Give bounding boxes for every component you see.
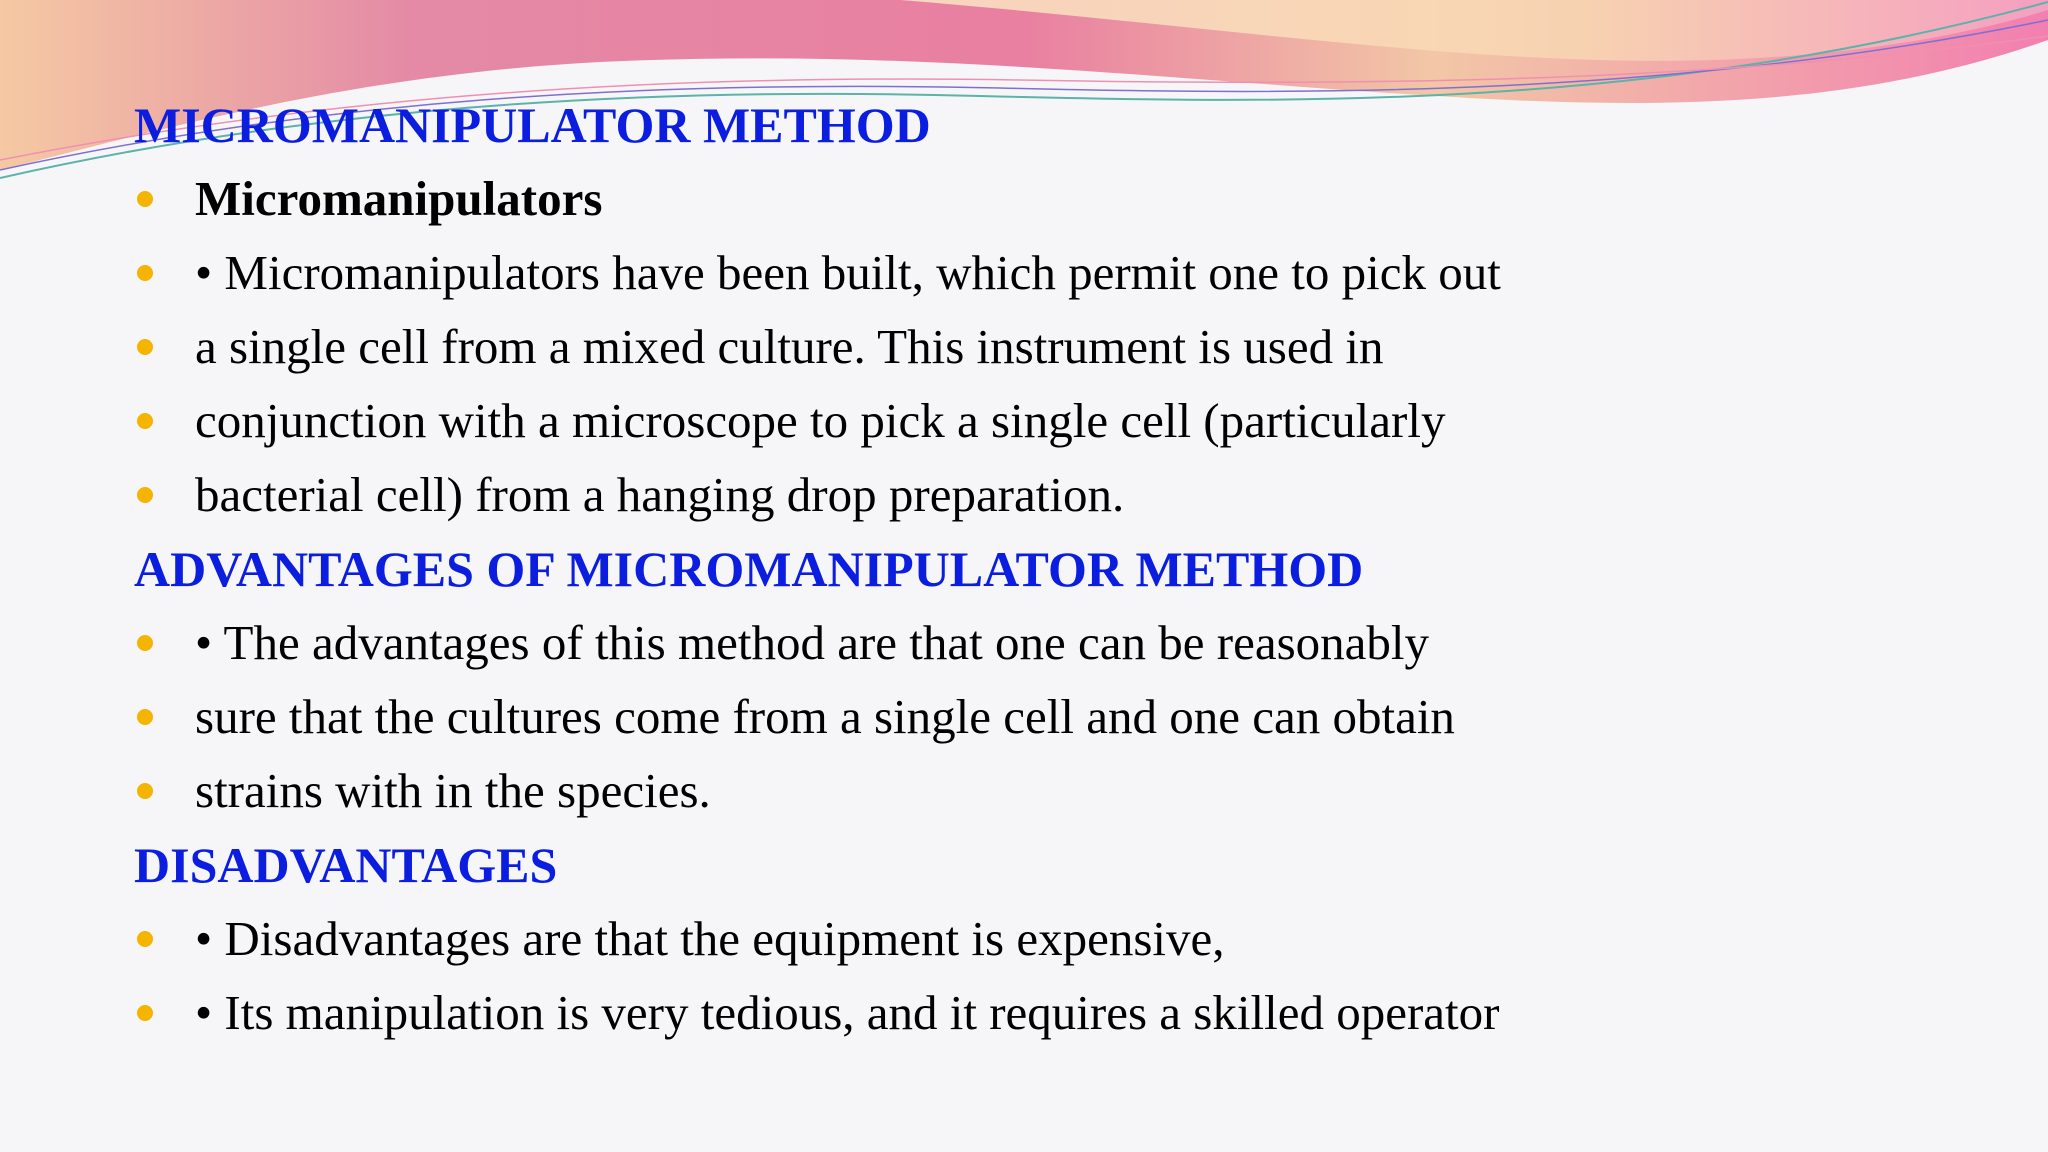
- bullet-text: • Micromanipulators have been built, which permit one to pick out: [195, 245, 1501, 300]
- bullet-item: [134, 754, 1934, 828]
- bullet-text: strains with in the species.: [195, 763, 711, 818]
- bullet-dot-icon: [137, 265, 153, 281]
- bullet-item: [134, 976, 1934, 1050]
- bullet-item: [134, 902, 1934, 976]
- bullet-dot-icon: [137, 709, 153, 725]
- bullet-text: sure that the cultures come from a single cell and one can obtain: [195, 689, 1455, 744]
- bullet-item: [134, 606, 1934, 680]
- slide-content: [134, 88, 1934, 1050]
- bullet-dot-icon: [137, 931, 153, 947]
- bullet-dot-icon: [137, 191, 153, 207]
- bullet-item: [134, 310, 1934, 384]
- bullet-item: [134, 162, 1934, 236]
- bullet-text: a single cell from a mixed culture. This instrument is used in: [195, 319, 1384, 374]
- bullet-text: Micromanipulators: [195, 171, 603, 226]
- bullet-item: [134, 384, 1934, 458]
- bullet-item: [134, 236, 1934, 310]
- bullet-dot-icon: [137, 783, 153, 799]
- bullet-text: conjunction with a microscope to pick a single cell (particularly: [195, 393, 1446, 448]
- bullet-dot-icon: [137, 635, 153, 651]
- bullet-text: • The advantages of this method are that one can be reasonably: [195, 615, 1429, 670]
- bullet-item: [134, 458, 1934, 532]
- bullet-text: • Disadvantages are that the equipment is expensive,: [195, 911, 1225, 966]
- bullet-dot-icon: [137, 1005, 153, 1021]
- bullet-dot-icon: [137, 487, 153, 503]
- section-heading: MICROMANIPULATOR METHOD: [134, 97, 931, 153]
- bullet-dot-icon: [137, 339, 153, 355]
- section-heading: ADVANTAGES OF MICROMANIPULATOR METHOD: [134, 541, 1364, 597]
- bullet-text: bacterial cell) from a hanging drop preparation.: [195, 467, 1125, 522]
- bullet-item: [134, 680, 1934, 754]
- section-heading: DISADVANTAGES: [134, 837, 558, 893]
- bullet-text: • Its manipulation is very tedious, and it requires a skilled operator: [195, 985, 1500, 1040]
- bullet-dot-icon: [137, 413, 153, 429]
